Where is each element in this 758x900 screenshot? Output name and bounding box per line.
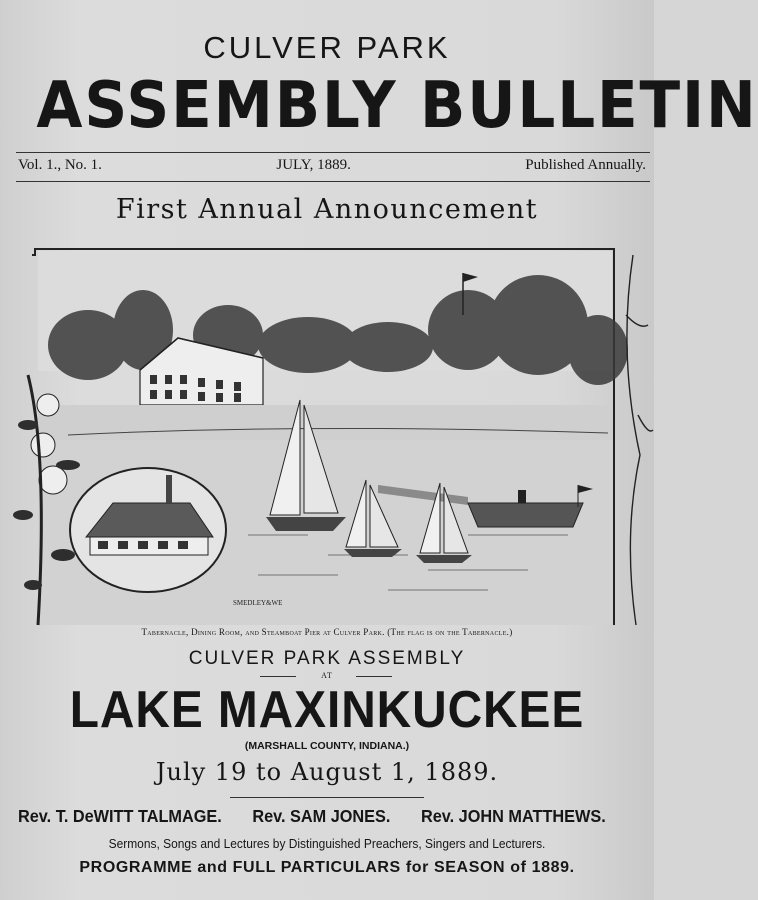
issue-date: JULY, 1889. [276, 157, 351, 173]
county-note: (MARSHALL COUNTY, INDIANA.) [244, 740, 410, 752]
speaker-talmage: Rev. T. DeWITT TALMAGE. [18, 806, 222, 826]
dates-underline [230, 797, 424, 798]
masthead-line1: CULVER PARK [203, 30, 451, 65]
illustration-caption: Tabernacle, Dining Room, and Steamboat Pier at Culver Park. (The flag is on the Tabernacle.) [141, 627, 513, 637]
at-word: AT [321, 671, 333, 680]
announcement-heading: First Annual Announcement [115, 194, 539, 225]
masthead-title: ASSEMBLY BULLETIN [36, 69, 758, 143]
rule-top [16, 152, 650, 153]
volume-number: Vol. 1., No. 1. [18, 157, 102, 173]
event-dates: July 19 to August 1, 1889. [155, 758, 499, 786]
artist-signature: SMEDLEY&WE [233, 599, 283, 607]
rule-bottom [16, 181, 650, 182]
program-description: Sermons, Songs and Lectures by Distinguished Preachers, Singers and Lecturers. [108, 836, 546, 851]
speaker-jones: Rev. SAM JONES. [252, 806, 391, 826]
vine-border-right [626, 255, 653, 625]
tabernacle-inset [70, 468, 226, 592]
engraving-illustration [8, 235, 654, 630]
at-rule-right [356, 676, 392, 677]
speakers-list [18, 806, 606, 827]
assembly-name: CULVER PARK ASSEMBLY [188, 648, 466, 669]
lake-name: LAKE MAXINKUCKEE [69, 681, 585, 739]
dateline [18, 157, 646, 174]
publication-frequency: Published Annually. [525, 157, 646, 173]
speaker-matthews: Rev. JOHN MATTHEWS. [420, 806, 606, 826]
programme-notice: PROGRAMME and FULL PARTICULARS for SEASON of 1889. [79, 859, 575, 876]
